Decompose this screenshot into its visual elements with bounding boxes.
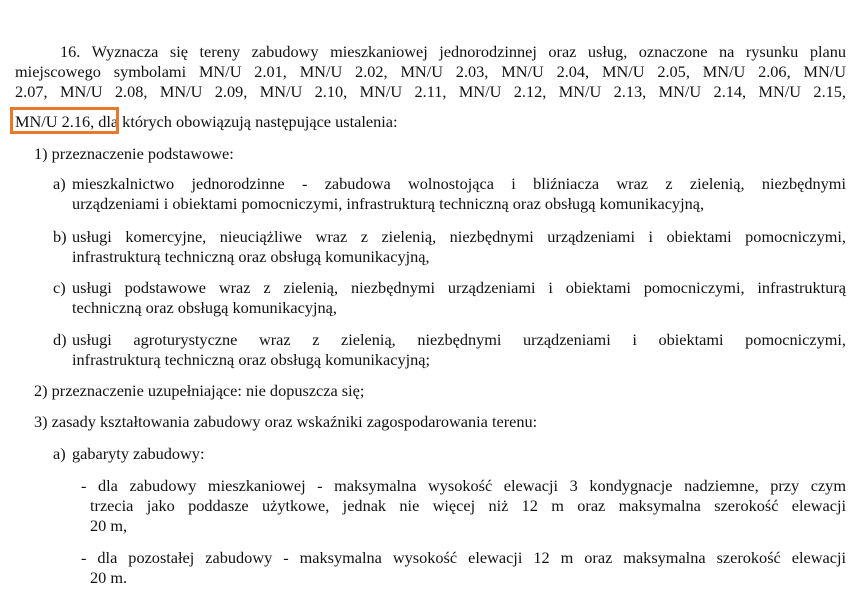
- item-1d-line-1: usługi agroturystyczne wraz z zielenią, niezbędnymi urządzeniami i obiektami pomocniczymi,: [72, 330, 846, 349]
- item-3a-dash-2-line-2: 20 m.: [90, 568, 128, 587]
- item-1d-marker: d): [53, 330, 67, 349]
- item-1b-line-2: infrastrukturą techniczną oraz obsługą komunikacyjną,: [72, 247, 430, 266]
- item-1-label: 1) przeznaczenie podstawowe:: [34, 144, 234, 163]
- section-16-line-4: MN/U 2.16, dla których obowiązują następujące ustalenia:: [15, 112, 398, 131]
- item-1b-line-1: usługi komercyjne, nieuciążliwe wraz z zielenią, niezbędnymi urządzeniami i obiektami pomocniczymi,: [72, 227, 846, 246]
- item-1c-line-1: usługi podstawowe wraz z zielenią, niezbędnymi urządzeniami i obiektami pomocniczymi, infrastrukturą: [72, 278, 846, 297]
- section-16-line-2: miejscowego symbolami MN/U 2.01, MN/U 2.02, MN/U 2.03, MN/U 2.04, MN/U 2.05, MN/U 2.06, MN/U: [15, 62, 846, 81]
- item-3a-label: gabaryty zabudowy:: [72, 444, 205, 463]
- section-16-line-3: 2.07, MN/U 2.08, MN/U 2.09, MN/U 2.10, MN/U 2.11, MN/U 2.12, MN/U 2.13, MN/U 2.14, MN/U 2.15,: [15, 82, 846, 101]
- item-3a-marker: a): [53, 444, 66, 463]
- item-1a-marker: a): [53, 174, 66, 193]
- item-3a-dash-1-line-1: - dla zabudowy mieszkaniowej - maksymalna wysokość elewacji 3 kondygnacje nadziemne, przy czym: [81, 476, 846, 495]
- item-3a-dash-1-line-3: 20 m,: [90, 516, 128, 535]
- item-3a-dash-2-line-1: - dla pozostałej zabudowy - maksymalna wysokość elewacji 12 m oraz maksymalna szerokość elewacji: [81, 548, 846, 567]
- item-1a-line-1: mieszkalnictwo jednorodzinne - zabudowa wolnostojąca i bliźniacza wraz z zielenią, niezbędnymi: [72, 174, 846, 193]
- item-1a-line-2: urządzeniami i obiektami pomocniczymi, infrastrukturą techniczną oraz obsługą komunikacyjną,: [72, 194, 705, 213]
- item-3-label: 3) zasady kształtowania zabudowy oraz wskaźniki zagospodarowania terenu:: [34, 412, 538, 431]
- item-1c-marker: c): [53, 278, 66, 297]
- item-1c-line-2: techniczną oraz obsługą komunikacyjną,: [72, 298, 337, 317]
- section-16-line-1: 16. Wyznacza się tereny zabudowy mieszkaniowej jednorodzinnej oraz usług, oznaczone na rysunku planu: [60, 42, 846, 61]
- item-3a-dash-1-line-2: trzecia jako poddasze użytkowe, jednak nie więcej niż 12 m oraz maksymalna szerokość elewacji: [90, 496, 846, 515]
- item-1b-marker: b): [53, 227, 67, 246]
- item-2-label: 2) przeznaczenie uzupełniające: nie dopuszcza się;: [34, 381, 365, 400]
- item-1d-line-2: infrastrukturą techniczną oraz obsługą komunikacyjną;: [72, 350, 431, 369]
